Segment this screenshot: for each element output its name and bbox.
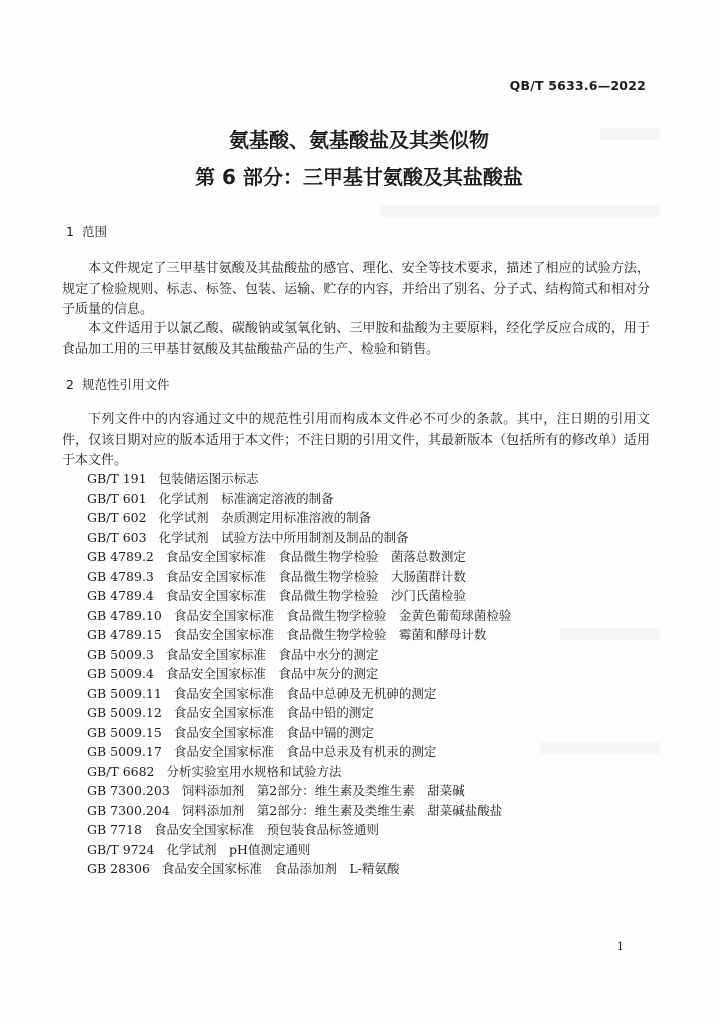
reference-item xyxy=(87,645,511,665)
section-heading-scope xyxy=(66,222,107,240)
show-through-mark xyxy=(380,205,660,217)
reference-code: GB 7300.203 xyxy=(87,783,170,798)
reference-title: 食品安全国家标准 食品添加剂 L-精氨酸 xyxy=(161,861,400,876)
reference-title: 化学试剂 试验方法中所用制剂及制品的制备 xyxy=(158,529,409,545)
reference-title: 食品安全国家标准 食品中总汞及有机汞的测定 xyxy=(173,744,437,759)
scope-paragraph: 本文件适用于以氯乙酸、碳酸钠或氢氧化钠、三甲胺和盐酸为主要原料，经化学反应合成的，用于食品加工用的三甲基甘氨酸及其盐酸盐产品的生产、检验和销售。 xyxy=(62,321,650,357)
references-intro-paragraph: 下列文件中的内容通过文中的规范性引用而构成本文件必不可少的条款。其中，注日期的引用文件，仅该日期对应的版本适用于本文件；不注日期的引用文件，其最新版本（包括所有的修改单）适用于本文件。 xyxy=(62,412,650,468)
reference-title: 食品安全国家标准 食品微生物学检验 大肠菌群计数 xyxy=(165,568,466,584)
reference-title: 食品安全国家标准 食品中灰分的测定 xyxy=(165,666,379,681)
reference-item xyxy=(87,547,511,567)
reference-code: GB 7300.204 xyxy=(87,802,170,818)
page-number: 1 xyxy=(617,940,624,953)
section-number: 1 xyxy=(66,224,74,239)
reference-title: 食品安全国家标准 食品中镉的测定 xyxy=(173,724,374,740)
reference-title: 食品安全国家标准 食品微生物学检验 金黄色葡萄球菌检验 xyxy=(173,607,512,623)
reference-code: GB/T 601 xyxy=(87,490,147,506)
reference-title: 包装储运图示标志 xyxy=(158,471,259,486)
document-title: 氨基酸、氨基酸盐及其类似物 xyxy=(229,128,489,152)
reference-list xyxy=(87,469,511,879)
reference-title: 化学试剂 pH值测定通则 xyxy=(166,841,311,857)
reference-item xyxy=(87,606,511,626)
reference-code: GB 4789.4 xyxy=(87,588,154,603)
reference-code: GB 5009.4 xyxy=(87,666,154,681)
reference-code: GB/T 603 xyxy=(87,529,147,545)
section-number: 2 xyxy=(66,377,74,392)
reference-item xyxy=(87,567,511,587)
standard-code: QB/T 5633.6—2022 xyxy=(509,78,646,93)
reference-item xyxy=(87,703,511,723)
reference-item xyxy=(87,801,511,821)
reference-code: GB 5009.15 xyxy=(87,724,162,740)
show-through-mark xyxy=(560,628,660,640)
reference-code: GB 5009.17 xyxy=(87,744,162,759)
reference-item xyxy=(87,469,511,489)
scope-paragraph: 本文件规定了三甲基甘氨酸及其盐酸盐的感官、理化、安全等技术要求，描述了相应的试验方法，规定了检验规则、标志、标签、包装、运输、贮存的内容，并给出了别名、分子式、结构简式和相对分子质量的信息。 xyxy=(62,261,650,317)
reference-title: 食品安全国家标准 食品微生物学检验 沙门氏菌检验 xyxy=(165,588,466,603)
reference-item xyxy=(87,820,511,840)
reference-item xyxy=(87,684,511,704)
reference-title: 化学试剂 标准滴定溶液的制备 xyxy=(158,490,334,506)
reference-item xyxy=(87,528,511,548)
reference-code: GB 28306 xyxy=(87,861,150,876)
reference-item xyxy=(87,859,511,879)
reference-title: 饲料添加剂 第2部分：维生素及类维生素 甜菜碱 xyxy=(181,783,465,798)
section-title: 范围 xyxy=(82,224,108,239)
reference-item xyxy=(87,664,511,684)
reference-code: GB 5009.3 xyxy=(87,646,154,662)
reference-item xyxy=(87,489,511,509)
reference-code: GB/T 602 xyxy=(87,510,147,525)
reference-title: 分析实验室用水规格和试验方法 xyxy=(166,763,342,779)
reference-title: 化学试剂 杂质测定用标准溶液的制备 xyxy=(158,510,372,525)
reference-code: GB 5009.12 xyxy=(87,705,162,720)
section-title: 规范性引用文件 xyxy=(82,377,170,392)
document-subtitle: 第 6 部分：三甲基甘氨酸及其盐酸盐 xyxy=(195,165,523,189)
reference-item xyxy=(87,742,511,762)
reference-title: 饲料添加剂 第2部分：维生素及类维生素 甜菜碱盐酸盐 xyxy=(181,802,503,818)
reference-code: GB/T 9724 xyxy=(87,841,155,857)
reference-code: GB 4789.2 xyxy=(87,549,154,564)
reference-item xyxy=(87,840,511,860)
reference-item xyxy=(87,762,511,782)
reference-code: GB 7718 xyxy=(87,822,142,837)
reference-code: GB/T 6682 xyxy=(87,763,155,779)
reference-code: GB 4789.15 xyxy=(87,627,162,642)
reference-code: GB 4789.10 xyxy=(87,607,162,623)
reference-item xyxy=(87,625,511,645)
reference-item xyxy=(87,586,511,606)
reference-title: 食品安全国家标准 预包装食品标签通则 xyxy=(153,822,379,837)
reference-item xyxy=(87,781,511,801)
reference-title: 食品安全国家标准 食品中总砷及无机砷的测定 xyxy=(173,685,437,701)
reference-title: 食品安全国家标准 食品微生物学检验 霉菌和酵母计数 xyxy=(173,627,487,642)
reference-item xyxy=(87,723,511,743)
reference-title: 食品安全国家标准 食品中铅的测定 xyxy=(173,705,374,720)
reference-title: 食品安全国家标准 食品中水分的测定 xyxy=(165,646,379,662)
reference-code: GB 4789.3 xyxy=(87,568,154,584)
reference-title: 食品安全国家标准 食品微生物学检验 菌落总数测定 xyxy=(165,549,466,564)
show-through-mark xyxy=(540,742,660,754)
section-heading-normative-references xyxy=(66,375,170,393)
reference-item xyxy=(87,508,511,528)
reference-code: GB 5009.11 xyxy=(87,685,162,701)
reference-code: GB/T 191 xyxy=(87,471,147,486)
